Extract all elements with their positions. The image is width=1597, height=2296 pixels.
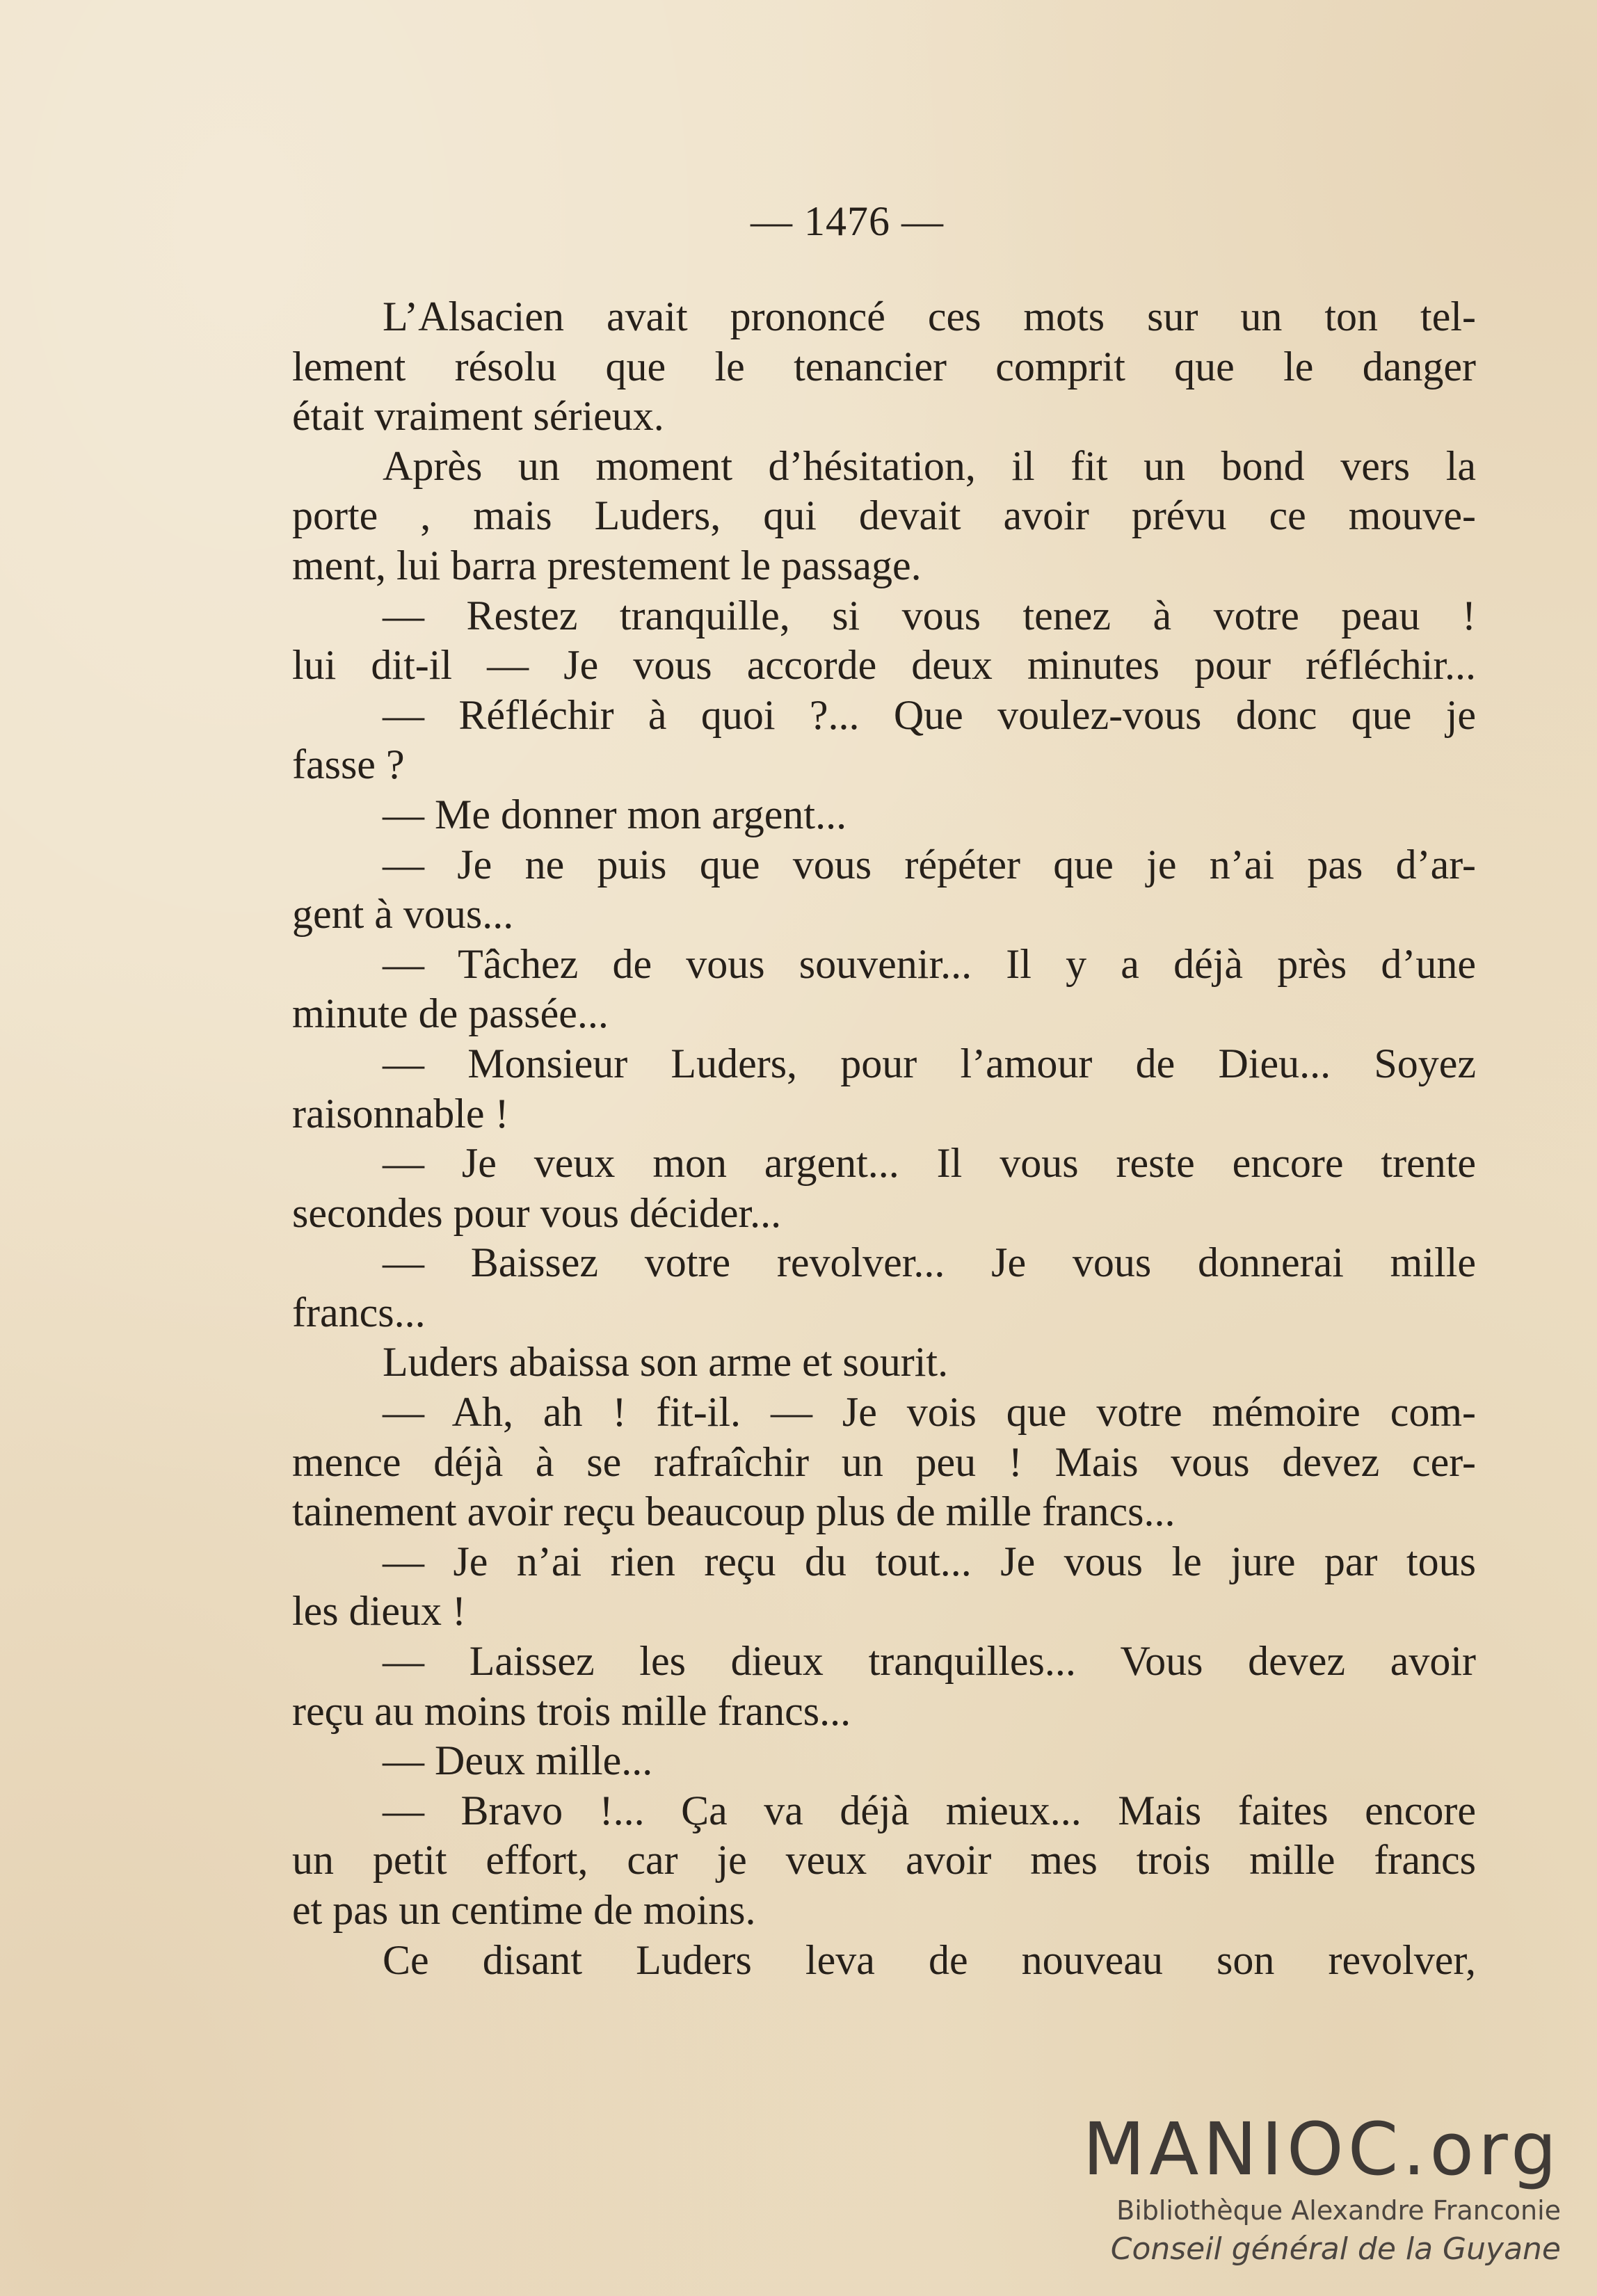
- page-number: — 1476 —: [751, 198, 944, 244]
- text-line: les dieux !: [292, 1588, 466, 1635]
- text-line: — Baissez votre revolver... Je vous donnerai mille: [383, 1239, 1476, 1286]
- text-line: — Bravo !... Ça va déjà mieux... Mais faites encore: [383, 1787, 1476, 1833]
- text-line: raisonnable !: [292, 1090, 509, 1137]
- text-line: fasse ?: [292, 741, 405, 788]
- text-line: Après un moment d’hésitation, il fit un bond vers la: [383, 442, 1476, 489]
- text-line: — Restez tranquille, si vous tenez à votre peau !: [383, 592, 1476, 639]
- text-line: était vraiment sérieux.: [292, 393, 664, 440]
- text-line: — Monsieur Luders, pour l’amour de Dieu... Soyez: [383, 1040, 1476, 1086]
- manioc-watermark: [1074, 2108, 1561, 2270]
- text-line: Luders abaissa son arme et sourit.: [383, 1339, 949, 1386]
- text-line: et pas un centime de moins.: [292, 1887, 756, 1933]
- text-line: — Laissez les dieux tranquilles... Vous devez avoir: [383, 1638, 1476, 1685]
- text-line: mence déjà à se rafraîchir un peu ! Mais vous devez cer-: [292, 1438, 1476, 1485]
- text-line: — Ah, ah ! fit-il. — Je vois que votre mémoire com-: [383, 1389, 1476, 1436]
- council-name: Conseil général de la Guyane: [1110, 2231, 1561, 2267]
- text-line: secondes pour vous décider...: [292, 1189, 782, 1236]
- text-line: — Je n’ai rien reçu du tout... Je vous le jure par tous: [383, 1538, 1476, 1584]
- text-line: minute de passée...: [292, 990, 609, 1037]
- text-line: — Deux mille...: [383, 1737, 653, 1784]
- text-line: Ce disant Luders leva de nouveau son revolver,: [383, 1936, 1476, 1983]
- text-line: — Me donner mon argent...: [383, 791, 847, 837]
- text-line: — Je ne puis que vous répéter que je n’ai pas d’ar-: [383, 841, 1476, 888]
- manioc-logo: MANIOC.org: [1082, 2107, 1561, 2192]
- body-text: [292, 292, 1476, 1985]
- text-line: un petit effort, car je veux avoir mes trois mille francs: [292, 1837, 1476, 1884]
- text-line: francs...: [292, 1289, 426, 1335]
- text-line: L’Alsacien avait prononcé ces mots sur un ton tel-: [383, 294, 1476, 339]
- text-line: — Réfléchir à quoi ?... Que voulez-vous donc que je: [383, 691, 1476, 738]
- library-name: Bibliothèque Alexandre Franconie: [1116, 2195, 1561, 2226]
- text-line: reçu au moins trois mille francs...: [292, 1687, 851, 1734]
- text-line: — Je veux mon argent... Il vous reste encore trente: [383, 1140, 1476, 1187]
- text-line: porte , mais Luders, qui devait avoir prévu ce mouve-: [292, 492, 1476, 539]
- text-line: lement résolu que le tenancier comprit que le danger: [292, 343, 1476, 390]
- text-line: ment, lui barra prestement le passage.: [292, 542, 922, 588]
- text-line: — Tâchez de vous souvenir... Il y a déjà près d’une: [383, 940, 1476, 987]
- text-line: gent à vous...: [292, 891, 514, 938]
- text-line: tainement avoir reçu beaucoup plus de mille francs...: [292, 1488, 1175, 1535]
- text-line: lui dit-il — Je vous accorde deux minutes pour réfléchir...: [292, 642, 1476, 689]
